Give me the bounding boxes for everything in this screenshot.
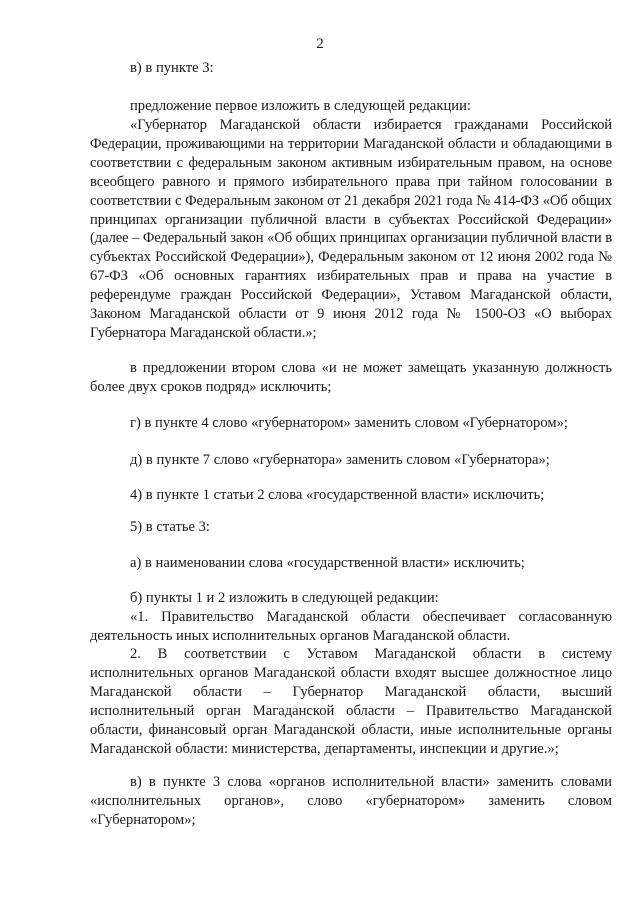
paragraph-first-sentence: предложение первое изложить в следующей редакции: [130,98,471,114]
paragraph-b-points: б) пункты 1 и 2 изложить в следующей редакции: [130,590,439,606]
paragraph-second-sentence: в предложении втором слова «и не может замещать указанную должность более двух сроков подряд» исключить; [90,360,612,395]
page-number: 2 [316,36,324,52]
paragraph-v-point3-replace: в) в пункте 3 слова «органов исполнительной власти» заменить словами «исполнительных органов», слово «губернатором» заменить словом «Губернатором»; [90,774,612,828]
paragraph-item-4: 4) в пункте 1 статьи 2 слова «государственной власти» исключить; [130,487,545,503]
paragraph-v-point3: в) в пункте 3: [130,60,214,76]
paragraph-a-title: а) в наименовании слова «государственной власти» исключить; [130,555,525,571]
paragraph-clause-2: 2. В соответствии с Уставом Магаданской области в систему исполнительных органов Магаданской области входят высшее должностное лицо Магаданской области – Губернатор Магаданской области, высший исполнительный орган Магаданской области – Правительство Магаданской области, финансовый орган Магаданской области, иные исполнительные органы Магаданской области: министерства, департаменты, инспекции и другие.»; [90,646,612,757]
paragraph-governor-quote: «Губернатор Магаданской области избирается гражданами Российской Федерации, проживающими на территории Магаданской области и обладающими в соответствии с федеральным законом активным избирательным правом, на основе всеобщего равного и прямого избирательного права при тайном голосовании в соответствии с Федеральным законом от 21 декабря 2021 года № 414-ФЗ «Об общих принципах организации публичной власти в субъектах Российской Федерации» (далее – Федеральный закон «Об общих принципах организации публичной власти в субъектах Российской Федерации»), Федеральным законом от 12 июня 2002 года № 67-ФЗ «Об основных гарантиях избирательных прав и права на участие в референдуме граждан Российской Федерации», Уставом Магаданской области, Законом Магаданской области от 9 июня 2012 года № 1500-ОЗ «О выборах Губернатора Магаданской области.»; [90,117,612,341]
paragraph-d-point7: д) в пункте 7 слово «губернатора» заменить словом «Губернатора»; [130,452,550,468]
paragraph-g-point4: г) в пункте 4 слово «губернатором» заменить словом «Губернатором»; [130,415,568,431]
paragraph-clause-1: «1. Правительство Магаданской области обеспечивает согласованную деятельность иных исполнительных органов Магаданской области. [90,609,612,644]
paragraph-item-5: 5) в статье 3: [130,519,210,535]
